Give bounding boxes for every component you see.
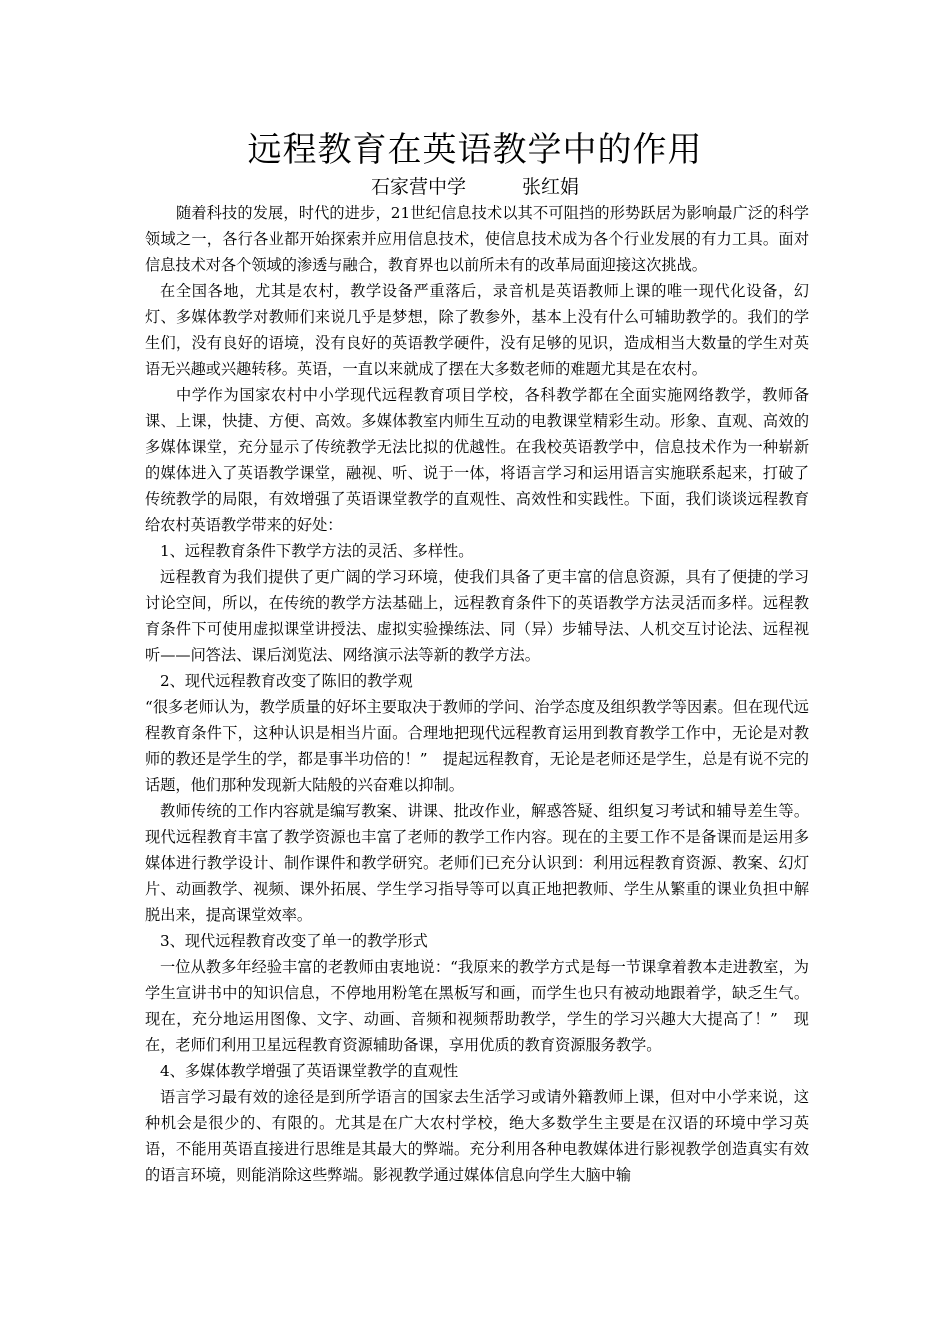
author-name: 张红娟 xyxy=(522,176,580,198)
paragraph: 中学作为国家农村中小学现代远程教育项目学校，各科教学都在全面实施网络教学，教师备课、上课，快捷、方便、高效。多媒体教室内师生互动的电教课堂精彩生动。形象、直观、高效的多媒体课堂，充分显示了传统教学无法比拟的优越性。在我校英语教学中，信息技术作为一种崭新的媒体进入了英语教学课堂，融视、听、说于一体，将语言学习和运用语言实施联系起来，打破了传统教学的局限，有效增强了英语课堂教学的直观性、高效性和实践性。下面，我们谈谈远程教育给农村英语教学带来的好处： xyxy=(145,386,809,534)
byline xyxy=(0,174,950,200)
section-heading: 1、远程教育条件下教学方法的灵活、多样性。 xyxy=(160,542,474,560)
section-heading: 4、多媒体教学增强了英语课堂教学的直观性 xyxy=(160,1062,459,1080)
paragraph: 一位从教多年经验丰富的老教师由衷地说：“我原来的教学方式是每一节课拿着教本走进教室，为学生宣讲书中的知识信息，不停地用粉笔在黑板写和画，而学生也只有被动地跟着学，缺乏生气。现在，充分地运用图像、文字、动画、音频和视频帮助教学，学生的学习兴趣大大提高了！” 现在，老师们利用卫星远程教育资源辅助备课，享用优质的教育资源服务教学。 xyxy=(145,958,809,1054)
document-title: 远程教育在英语教学中的作用 xyxy=(247,130,703,170)
paragraph: 远程教育为我们提供了更广阔的学习环境，使我们具备了更丰富的信息资源，具有了便捷的学习讨论空间，所以，在传统的教学方法基础上，远程教育条件下的英语教学方法灵活而多样。远程教育条件下可使用虚拟课堂讲授法、虚拟实验操练法、同（异）步辅导法、人机交互讨论法、远程视听——问答法、课后浏览法、网络演示法等新的教学方法。 xyxy=(145,568,809,664)
paragraph: 语言学习最有效的途径是到所学语言的国家去生活学习或请外籍教师上课，但对中小学来说，这种机会是很少的、有限的。尤其是在广大农村学校，绝大多数学生主要是在汉语的环境中学习英语，不能用英语直接进行思维是其最大的弊端。充分利用各种电教媒体进行影视教学创造真实有效的语言环境，则能消除这些弊端。影视教学通过媒体信息向学生大脑中输 xyxy=(145,1088,809,1184)
paragraph: 随着科技的发展，时代的进步，21世纪信息技术以其不可阻挡的形势跃居为影响最广泛的科学领域之一，各行各业都开始探索并应用信息技术，使信息技术成为各个行业发展的有力工具。面对信息技术对各个领域的渗透与融合，教育界也以前所未有的改革局面迎接这次挑战。 xyxy=(145,204,809,274)
paragraph: 教师传统的工作内容就是编写教案、讲课、批改作业，解惑答疑、组织复习考试和辅导差生等。现代远程教育丰富了教学资源也丰富了老师的教学工作内容。现在的主要工作不是备课而是运用多媒体进行教学设计、制作课件和教学研究。老师们已充分认识到：利用远程教育资源、教案、幻灯片、动画教学、视频、课外拓展、学生学习指导等可以真正地把教师、学生从繁重的课业负担中解脱出来，提高课堂效率。 xyxy=(145,802,809,924)
school-name: 石家营中学 xyxy=(370,176,466,198)
section-heading: 2、现代远程教育改变了陈旧的教学观 xyxy=(160,672,413,690)
document-body xyxy=(145,200,809,1188)
section-heading: 3、现代远程教育改变了单一的教学形式 xyxy=(160,932,428,950)
paragraph: 在全国各地，尤其是农村，教学设备严重落后，录音机是英语教师上课的唯一现代化设备，幻灯、多媒体教学对教师们来说几乎是梦想，除了教参外，基本上没有什么可辅助教学的。我们的学生们，没有良好的语境，没有良好的英语教学硬件，没有足够的见识，造成相当大数量的学生对英语无兴趣或兴趣转移。英语，一直以来就成了摆在大多数老师的难题尤其是在农村。 xyxy=(145,282,809,378)
paragraph: “很多老师认为，教学质量的好坏主要取决于教师的学问、治学态度及组织教学等因素。但在现代远程教育条件下，这种认识是相当片面。合理地把现代远程教育运用到教育教学工作中，无论是对教师的教还是学生的学，都是事半功倍的！” 提起远程教育，无论是老师还是学生，总是有说不完的话题，他们那种发现新大陆般的兴奋难以抑制。 xyxy=(145,698,809,794)
